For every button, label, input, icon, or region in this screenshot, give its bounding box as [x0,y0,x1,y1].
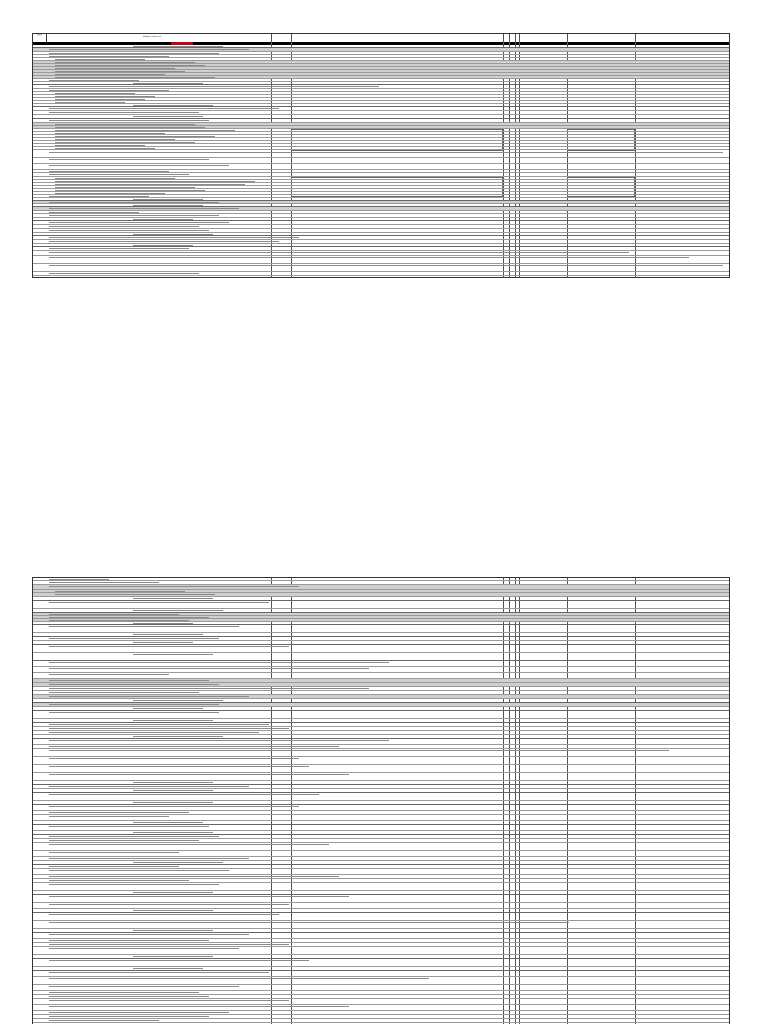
section-heading-row [33,653,729,661]
illegible-text-line [49,646,289,647]
illegible-text-line [133,245,193,246]
illegible-text-line [133,116,203,117]
illegible-text-line [49,208,239,209]
illegible-text-line [49,248,189,249]
table-row [33,147,729,150]
illegible-text-line [133,832,213,833]
illegible-text-line [133,862,223,863]
illegible-text-line [133,708,203,709]
illegible-text-line [55,59,145,60]
form-sheet-page-2 [32,577,730,1024]
illegible-text-line [49,876,339,877]
illegible-text-line [133,720,213,721]
illegible-text-line [133,822,203,823]
illegible-text-line [133,782,213,783]
illegible-text-line [133,654,213,655]
illegible-text-line [49,120,209,121]
illegible-text-line [49,858,249,859]
illegible-text-line [49,880,189,881]
illegible-text-line [49,774,349,775]
illegible-text-line [49,212,139,213]
illegible-text-line [49,112,199,113]
illegible-text-line [49,852,179,853]
illegible-text-line [49,614,179,615]
illegible-text-line [49,56,169,57]
illegible-text-line [49,684,219,685]
illegible-text-line [49,1000,289,1001]
illegible-text-line [49,241,279,242]
illegible-text-line [49,174,189,175]
illegible-text-line [49,108,279,109]
table-row [33,645,729,653]
illegible-text-line [49,80,139,81]
illegible-text-line [49,840,199,841]
illegible-text-line [49,215,219,216]
illegible-text-line [49,866,179,867]
illegible-text-line [133,892,213,893]
illegible-text-line [133,910,213,911]
illegible-text-line [49,1020,159,1021]
illegible-text-line [55,193,165,194]
illegible-text-line [49,978,429,979]
illegible-text-line [49,196,149,197]
table-row [33,625,729,633]
illegible-text-line [55,74,165,75]
illegible-text-line [49,914,279,915]
table-row [33,151,729,158]
illegible-text-line [55,62,195,63]
illegible-text-line [49,934,249,935]
illegible-text-line [49,944,289,945]
illegible-text-line [49,728,289,729]
illegible-text-line [49,826,209,827]
table-row [33,947,729,955]
illegible-text-line [49,1016,209,1017]
illegible-text-line [49,1012,229,1013]
illegible-text-line [49,696,249,697]
illegible-text-line [49,812,189,813]
illegible-text-line [49,602,269,603]
table-row [33,765,729,773]
illegible-text-line [49,992,199,993]
illegible-text-line [49,265,723,266]
table-row [33,711,729,719]
table-row [33,977,729,985]
illegible-text-line [133,83,203,84]
company-logo: [logo] [33,34,47,42]
illegible-text-line [49,786,249,787]
illegible-text-line [49,668,369,669]
illegible-text-line [133,790,213,791]
illegible-text-line [49,884,219,885]
illegible-text-line [49,165,229,166]
illegible-text-line [133,219,193,220]
illegible-text-line [49,724,269,725]
table-row [33,601,729,609]
illegible-text-line [55,127,205,128]
illegible-text-line [133,634,203,635]
illegible-text-line [49,620,189,621]
illegible-text-line [49,948,239,949]
illegible-text-line [55,71,185,72]
illegible-text-line [49,794,319,795]
illegible-text-line [133,105,213,106]
form-sheet-page-1 [32,33,730,278]
illegible-text-line [49,712,219,713]
illegible-text-line [55,184,245,185]
table-row [33,264,729,272]
illegible-text-line [133,598,213,599]
illegible-text-line [49,237,299,238]
illegible-text-line [133,642,193,643]
illegible-text-line [49,766,309,767]
illegible-text-line [55,145,145,146]
illegible-text-line [49,579,109,580]
illegible-text-line [49,49,249,50]
table-row [33,793,729,801]
illegible-text-line [49,688,369,689]
illegible-text-line [49,90,169,91]
table-row [33,256,729,264]
illegible-text-line [55,133,165,134]
illegible-text-line [49,152,723,153]
illegible-text-line [49,230,209,231]
illegible-text-line [49,746,339,747]
illegible-text-line [49,273,199,274]
illegible-text-line [49,750,669,751]
illegible-text-line [133,968,203,969]
table-row [33,883,729,891]
illegible-text-line [49,844,329,845]
illegible-text-line [49,1006,349,1007]
illegible-text-line [49,86,379,87]
illegible-text-line [49,904,289,905]
illegible-text-line [55,68,175,69]
table-row [33,749,729,757]
illegible-text-line [49,638,219,639]
illegible-text-line [133,802,213,803]
illegible-text-line [49,960,309,961]
illegible-text-line [133,736,223,737]
illegible-text-line [49,704,219,705]
illegible-text-line [49,996,209,997]
illegible-text-line [49,836,219,837]
illegible-text-line [55,187,195,188]
table-row [33,843,729,851]
illegible-text-line [133,956,213,957]
illegible-text-line [49,252,629,253]
illegible-text-line [55,65,205,66]
illegible-text-line [49,626,239,627]
illegible-text-line [55,594,215,595]
illegible-text-line [49,740,389,741]
illegible-text-line [55,136,215,137]
illegible-text-line [49,870,229,871]
illegible-text-line [55,93,135,94]
illegible-text-line [55,181,255,182]
illegible-text-line [49,662,389,663]
illegible-text-line [133,46,223,47]
illegible-text-line [55,130,235,131]
illegible-text-line [55,99,145,100]
illegible-text-line [55,591,185,592]
document-title: [illegible header text] [143,36,162,38]
illegible-text-line [49,617,209,618]
illegible-text-line [49,972,269,973]
illegible-text-line [49,692,199,693]
table-row [33,757,729,765]
illegible-text-line [49,732,259,733]
table-row [33,272,729,276]
illegible-text-line [55,139,175,140]
table-row [33,959,729,967]
illegible-text-line [133,205,203,206]
table-row [33,921,729,929]
illegible-text-line [49,922,569,923]
illegible-text-line [49,257,689,258]
table-row [33,913,729,921]
table-row [33,895,729,903]
illegible-text-line [49,222,229,223]
illegible-text-line [49,53,219,54]
illegible-text-line [49,226,199,227]
illegible-text-line [133,930,213,931]
illegible-text-line [49,816,169,817]
illegible-text-line [55,77,215,78]
illegible-text-line [55,190,205,191]
table-row [33,1019,729,1023]
illegible-text-line [133,700,223,701]
illegible-text-line [49,586,299,587]
illegible-text-line [55,102,125,103]
illegible-text-line [133,199,203,200]
illegible-text-line [55,148,155,149]
illegible-text-line [133,623,193,624]
illegible-text-line [133,610,223,611]
illegible-text-line [55,178,175,179]
illegible-text-line [55,124,195,125]
illegible-text-line [49,758,299,759]
illegible-text-line [49,202,219,203]
illegible-text-line [133,234,213,235]
table-row [33,773,729,781]
illegible-text-line [49,806,299,807]
illegible-text-line [49,582,159,583]
illegible-text-line [49,159,209,160]
illegible-text-line [49,680,209,681]
illegible-text-line [49,940,209,941]
illegible-text-line [49,986,239,987]
illegible-text-line [49,171,169,172]
illegible-text-line [55,142,195,143]
illegible-text-line [49,674,169,675]
illegible-text-line [49,896,349,897]
illegible-text-line [55,96,155,97]
